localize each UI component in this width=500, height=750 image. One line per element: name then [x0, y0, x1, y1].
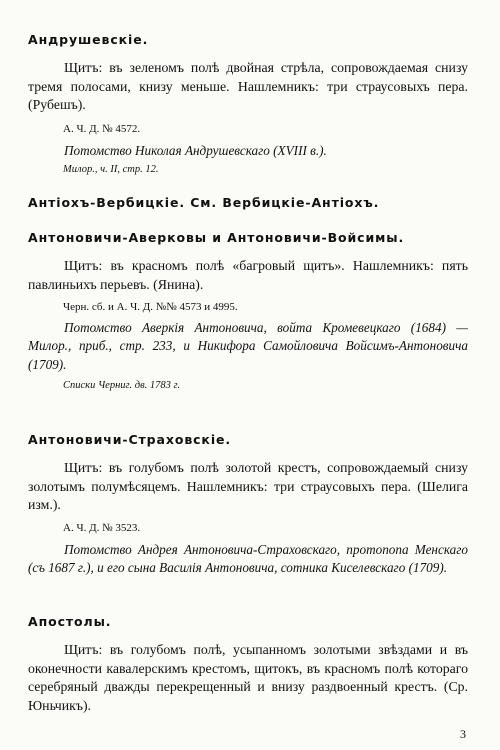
entry-lineage: Потомство Николая Андрушевскаго (XVIII в.).: [64, 142, 327, 158]
entry-source: Милор., ч. II, стр. 12.: [63, 163, 159, 175]
entry-apostoly: [0, 612, 500, 715]
entry-lineage: Потомство Андрея Антоновича-Страховскаго, протопопа Менскаго (съ 1687 г.), и его сына Василія Антоновича, сотника Киселевскаго (1709).: [28, 541, 468, 575]
entry-description: Щитъ: въ красномъ полѣ «багровый щитъ». Нашлемникъ: пять павлиньихъ перьевъ. (Янина).: [28, 258, 468, 292]
entry-heading: Апостолы.: [28, 614, 112, 629]
entry-heading: Антоновичи-Страховскіе.: [28, 432, 232, 447]
entry-reference: А. Ч. Д. № 4572.: [63, 122, 141, 135]
entry-antonovichi-averkovy: [0, 228, 500, 394]
entry-source: Списки Черниг. дв. 1783 г.: [63, 379, 181, 391]
entry-description: Щитъ: въ зеленомъ полѣ двойная стрѣла, сопровождаемая снизу тремя полосами, книзу меньше. Нашлемникъ: три страусовыхъ пера. (Рубешъ).: [28, 60, 468, 113]
entry-antiokh-verbitskie: [0, 193, 500, 212]
page-number: 3: [460, 727, 466, 741]
entry-andrushevskie: [0, 30, 500, 178]
entry-heading: Антіохъ-Вербицкіе. См. Вербицкіе-Антіохъ.: [28, 195, 380, 210]
entry-heading: Андрушевскіе.: [28, 32, 149, 47]
entry-description: Щитъ: въ голубомъ полѣ золотой крестъ, сопровождаемый снизу золотымъ полумѣсяцемъ. Нашлемникъ: три страусовыхъ пера. (Шелига изм.).: [28, 460, 468, 513]
entry-antonovichi-strakhovskie: [0, 430, 500, 577]
entry-reference: Черн. сб. и А. Ч. Д. №№ 4573 и 4995.: [63, 301, 238, 314]
entry-heading: Антоновичи-Аверковы и Антоновичи-Войсимы.: [28, 230, 405, 245]
entry-description: Щитъ: въ голубомъ полѣ, усыпанномъ золотыми звѣздами и въ оконечности кавалерскимъ крестомъ, щитокъ, въ красномъ полѣ котораго серебряный дважды перекрещенный и внизу раздвоенный крестъ. (Ср. Юньчикъ).: [28, 642, 468, 713]
entry-reference: А. Ч. Д. № 3523.: [63, 521, 141, 534]
entry-lineage: Потомство Аверкія Антоновича, войта Кромевецкаго (1684) —Милор., приб., стр. 233, и Никифора Самойловича Войсимъ-Антоновича (1709).: [28, 320, 468, 372]
